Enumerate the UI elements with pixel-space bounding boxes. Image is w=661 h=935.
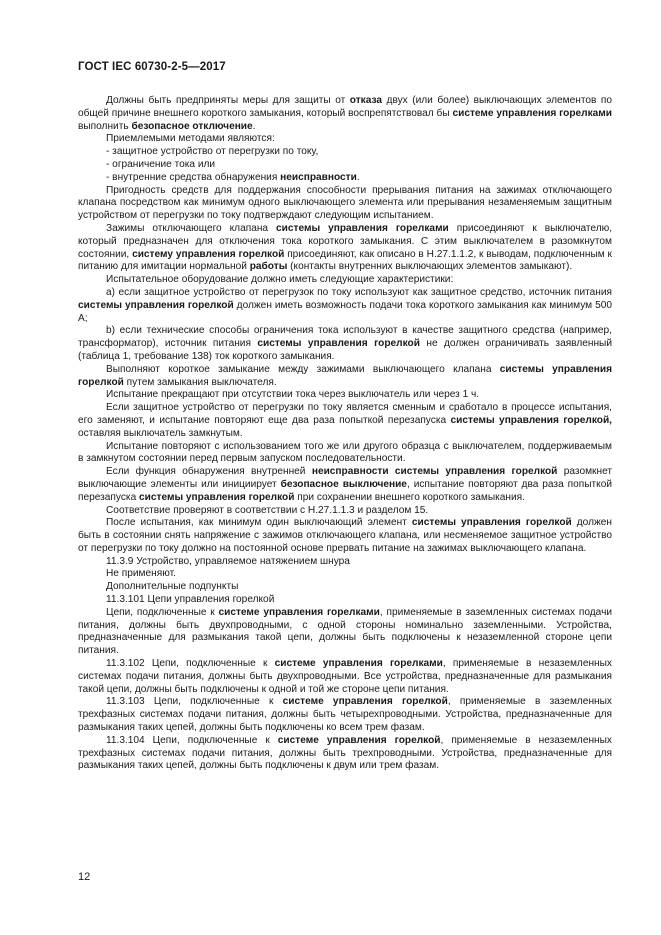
text-run: двух (или более) выключающих элементов по общей причине внешнего короткого замыкания, который воспрепятствовал бы [78,95,612,119]
paragraph [78,287,612,325]
paragraph [78,172,612,185]
bold-term: систему управления горелкой [132,248,285,260]
text-run: а) если защитное устройство от перегрузок по току используют как защитное средство, источник питания [106,286,612,298]
text-run: оставляя выключатель замкнутым. [78,427,243,439]
bold-term: системы управления горелкой [257,338,420,350]
bold-term: системы управления горелками [276,222,449,234]
text-run: путем замыкания выключателя. [123,376,277,388]
paragraph [78,568,612,581]
bold-term: системы управления горелкой [78,299,234,311]
text-run: - ограничение тока или [106,158,216,170]
bold-term: системе управления горелкой [277,734,441,746]
text-run: при сохранении внешнего короткого замыкания. [294,491,525,503]
text-run: 11.3.101 Цепи управления горелкой [106,594,275,606]
paragraph [78,185,612,223]
bold-term: неисправности системы управления горелкой [311,466,558,478]
text-run: выполнить [78,120,132,132]
text-run: не должен ограничивать заявленный (таблица 1, требование 138) ток короткого замыкания. [78,338,612,362]
bold-term: работы [249,261,288,273]
text-run: Если функция обнаружения внутренней [106,466,312,478]
text-run: , применяемые в незаземленных системах подачи питания, должны быть двухпроводными. Все устройства, предназначенные для размыкания такой цепи, должны быть подключены к одной и той же стороне цепи питания. [78,658,612,695]
paragraph [78,364,612,390]
text-run: 11.3.104 Цепи, подключенные к [106,734,278,746]
document-header: ГОСТ IEC 60730-2-5—2017 [78,61,226,73]
bold-term: системе управления горелками [274,658,443,670]
paragraph [78,146,612,159]
text-run: Цепи, подключенные к [106,606,219,618]
paragraph [78,274,612,287]
text-run: присоединяют к выключателю, который предназначен для отключения тока короткого замыкания. С этим выключателем в разомкнутом состоянии, [78,222,613,260]
bold-term: безопасное отключение [131,120,253,132]
paragraph [78,95,612,133]
bold-term: системы управления горелкой, [450,414,612,426]
paragraph [78,556,612,569]
text-run: Зажимы отключающего клапана [106,222,277,234]
text-run: - защитное устройство от перегрузки по току, [106,146,319,158]
paragraph [78,517,612,555]
paragraph [78,159,612,172]
text-run: Выполняют короткое замыкание между зажимами выключающего клапана [106,363,500,375]
text-run: присоединяют, как описано в Н.27.1.1.2, к выводам, подключенным к питанию для имитации нормальной [78,248,612,273]
text-run: 11.3.9 Устройство, управляемое натяжением шнура [106,555,350,567]
text-run: Пригодность средств для поддержания способности прерывания питания на зажимах отключающего клапана посредством как минимум одного выключающего элемента или прерывания незаменяемым защитным устройством от перегрузки по току подтверждают следующим испытанием. [78,184,612,222]
paragraph [78,594,612,607]
paragraph [78,133,612,146]
text-run: 11.3.102 Цепи, подключенные к [106,658,275,670]
text-run: b) если технические способы ограничения тока используют в качестве защитного средства (например, трансформатор), источник питания [78,325,612,350]
paragraph [78,696,612,734]
bold-term: системы управления горелкой [411,517,572,529]
bold-term: системе управления горелками [218,606,380,618]
bold-term: безопасное выключение [280,478,407,490]
text-run: Дополнительные подпункты [106,581,239,593]
text-run: Не применяют. [106,568,176,580]
paragraph [78,325,612,363]
paragraph [78,581,612,594]
text-run: После испытания, как минимум один выключающий элемент [106,517,412,529]
text-run: . [252,120,256,132]
text-run: должен иметь возможность подачи тока короткого замыкания как минимум 500 А; [78,299,612,324]
text-run: Должны быть предприняты меры для защиты от [106,95,350,106]
text-run: Испытание прекращают при отсутствии тока через выключатель или через 1 ч. [106,389,480,401]
text-run: Приемлемыми методами являются: [106,133,275,145]
paragraph [78,735,612,773]
paragraph [78,658,612,696]
paragraph [78,223,612,274]
text-run: Соответствие проверяют в соответствии с Н.27.1.1.3 и разделом 15. [106,504,429,516]
bold-term: отказа [349,95,383,106]
text-run: Испытание повторяют с использованием того же или другого образца с выключателем, поддерживаемым в замкнутом состоянии перед первым запуском последовательности. [78,440,612,465]
text-run: должен быть в состоянии снять напряжение с зажимов отключающего клапана, или несменяемое защитное устройство от перегрузки по току должно на постоянной основе прервать питание на зажимах выключающего клапана. [78,517,612,554]
text-run: - внутренние средства обнаружения [106,171,281,183]
bold-term: системе управления горелками [452,107,612,119]
text-run: Если защитное устройство от перегрузки по току является сменным и сработало в процессе испытания, его заменяют, и испытание повторяют еще два раза попыткой перезапуска [78,402,612,426]
paragraph [78,441,612,467]
bold-term: системы управления горелкой [139,491,295,503]
paragraph [78,402,612,440]
bold-term: системе управления горелкой [282,696,448,708]
text-run: (контакты внутренних выключающих элементов замыкают). [287,261,573,273]
text-run: Испытательное оборудование должно иметь следующие характеристики: [106,274,454,286]
paragraph [78,466,612,504]
text-run: . [356,171,360,183]
text-run: 11.3.103 Цепи, подключенные к [106,696,283,708]
paragraph [78,505,612,518]
bold-term: системы управления горелкой [78,363,612,388]
text-run: разомкнет выключающие элементы или инициирует [78,466,613,490]
paragraph [78,389,612,402]
text-run: , испытание повторяют два раза попыткой перезапуска [78,478,612,503]
document-body [78,95,612,773]
text-run: , применяемые в незаземленных трехфазных системах подачи питания, должны быть трехпроводными. Устройства, предназначенные для размыкания таких цепей, должны быть подключены к двум или трем фазам. [78,734,612,772]
text-run: , применяемые в заземленных трехфазных системах подачи питания, должны быть четырехпроводными. Устройства, предназначенные для размыкания таких цепей, должны быть подключены ко всем трем фазам. [78,696,612,734]
bold-term: неисправности [280,171,357,183]
page-number: 12 [78,871,91,883]
text-run: , применяемые в заземленных системах подачи питания, должны быть двухпроводными, с одной стороны номинально заземленными. Устройства, предназначенные для размыкания такой цепи, должны быть подключены к незаземленной стороне цепи питания. [78,606,613,657]
paragraph [78,607,612,658]
